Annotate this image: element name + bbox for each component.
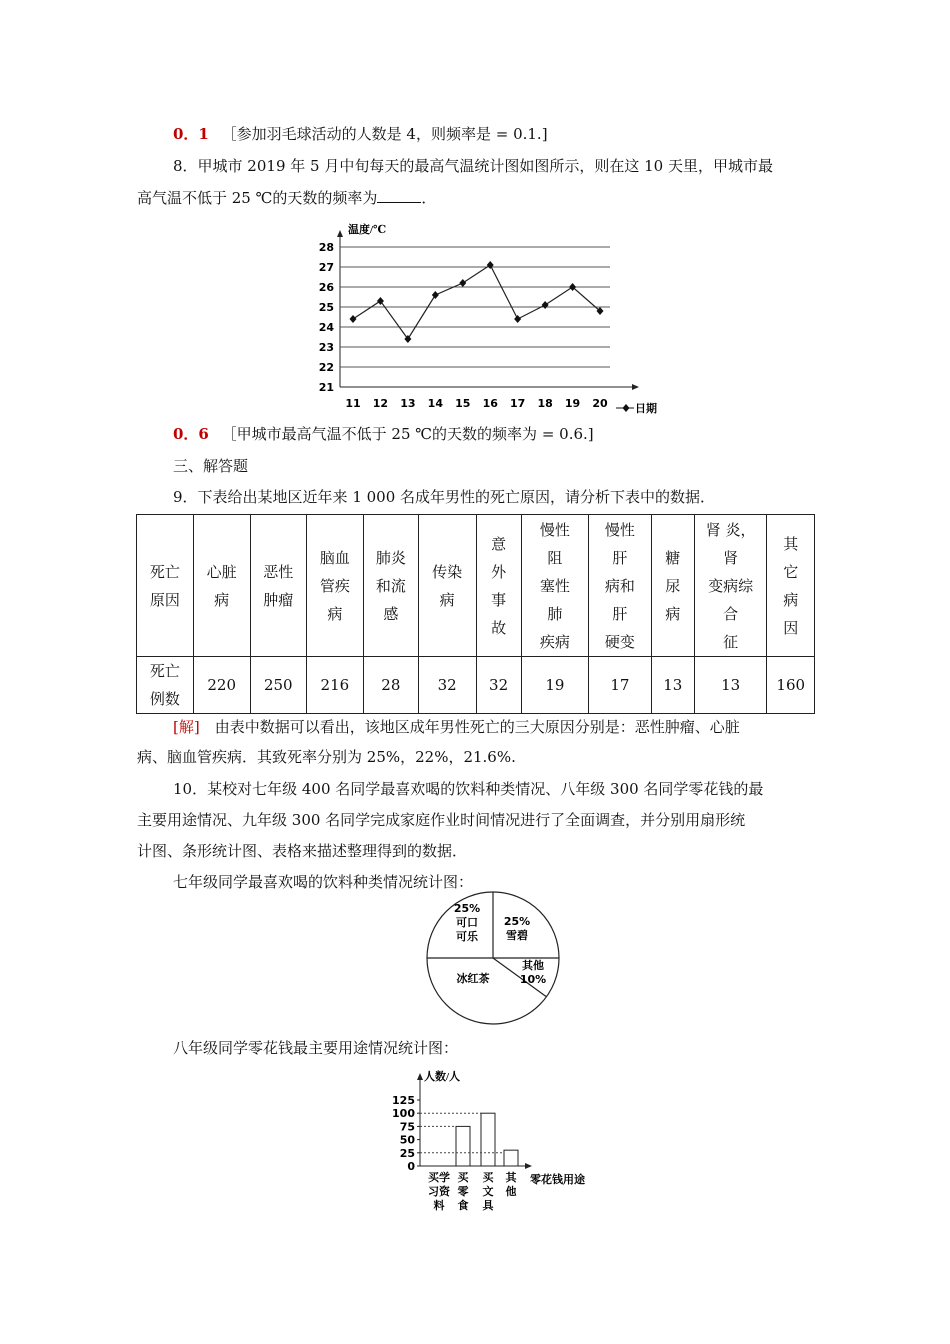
header-cell-text: 故 [491, 618, 507, 637]
y-tick-label: 21 [318, 381, 334, 394]
bar-caption: 八年级同学零花钱最主要用途情况统计图： [173, 1039, 459, 1057]
header-cell-text: 病 [665, 604, 681, 623]
table-header-cell [418, 515, 476, 657]
q9-text-line1: 9．下表给出某地区近年来 1 000 名成年男性的死亡原因，请分析下表中的数据． [173, 488, 716, 506]
bars [420, 1113, 518, 1166]
table-header-cell [767, 515, 815, 657]
bar-x-axis-arrow-icon [525, 1163, 532, 1169]
header-cell-text: 心脏 [206, 562, 237, 581]
answer-blank [377, 186, 421, 203]
header-cell-text: 外 [491, 562, 507, 581]
table-header-cell [306, 515, 363, 657]
bar-x-axis-label: 零花钱用途 [530, 1174, 585, 1186]
table-value-cell: 32 [418, 657, 476, 714]
header-cell-text: 恶性 [263, 562, 294, 581]
y-tick-label: 23 [318, 341, 334, 354]
q8-answer: 0．6 [173, 425, 209, 443]
header-cell-text: 肺 [547, 604, 563, 623]
solution-tag: [解] [173, 718, 200, 736]
bar-y-tick-label: 100 [392, 1107, 415, 1121]
data-point [487, 261, 494, 269]
q10-text-line2: 主要用途情况、九年级 300 名同学完成家庭作业时间情况进行了全面调查，并分别用扇形统 [137, 811, 746, 829]
x-tick-label: 13 [400, 397, 416, 410]
header-cell-text: 死亡 [149, 562, 180, 581]
table-header-cell [651, 515, 694, 657]
header-cell-text: 病和 [604, 576, 635, 595]
bar-y-tick-label: 0 [407, 1160, 415, 1173]
table-value-row [137, 657, 815, 714]
x-axis-label: 日期 [635, 403, 657, 415]
header-cell-text: 病 [327, 604, 343, 623]
pocket-money-bar-chart [380, 1062, 610, 1222]
header-cell-text: 变病综 [708, 576, 754, 595]
header-cell-text: 阻 [547, 548, 563, 567]
header-cell-text: 合 [723, 604, 739, 623]
table-value-cell: 19 [521, 657, 588, 714]
bar-category-label: 其 [505, 1171, 517, 1184]
bar-y-tick-label: 125 [392, 1094, 415, 1107]
x-tick-label: 15 [455, 397, 471, 410]
table-header-cell [589, 515, 652, 657]
table-header-cell [137, 515, 194, 657]
pie-slice-label: 25% [503, 915, 531, 928]
header-cell-text: 病 [783, 590, 799, 609]
header-cell-text: 肝 [612, 604, 628, 623]
table-value-cell: 32 [476, 657, 521, 714]
bar-category-labels [428, 1170, 518, 1212]
table-header-cell [363, 515, 418, 657]
bar-category-label: 具 [482, 1199, 494, 1212]
y-tick-labels [319, 241, 335, 394]
y-tick-label: 25 [318, 301, 334, 314]
bar-y-tick-label: 75 [399, 1120, 415, 1134]
bar-category-label: 买学 [428, 1171, 450, 1184]
header-cell-text: 其 [783, 534, 799, 553]
pie-slice-label: 可乐 [456, 930, 478, 943]
temperature-line-chart [310, 215, 670, 415]
header-cell-text: 管疾 [319, 576, 350, 595]
header-cell-text: 事 [491, 590, 507, 609]
table-value-cell: 220 [193, 657, 250, 714]
table-value-cell: 216 [306, 657, 363, 714]
bar-y-tick-labels [392, 1094, 420, 1173]
temperature-series-line [353, 265, 600, 339]
bar [456, 1126, 470, 1166]
pie-slice-label: 可口 [456, 916, 478, 929]
q9-solution-line2: 病、脑血管疾病．其致死率分别为 25%，22%，21.6%. [137, 748, 516, 766]
data-points [350, 261, 635, 412]
y-axis-arrow-icon [337, 230, 343, 237]
death-cause-table [136, 514, 815, 714]
table-value-cell: 17 [589, 657, 652, 714]
y-axis-label: 温度/℃ [348, 224, 387, 236]
x-tick-labels [345, 397, 608, 410]
chart-grid [337, 230, 639, 390]
header-cell-text: 肺炎 [375, 548, 406, 567]
header-cell-text: 病 [439, 590, 455, 609]
header-cell-text: 原因 [149, 590, 180, 609]
header-cell-text: 征 [723, 632, 739, 651]
header-cell-text: 和流 [375, 576, 406, 595]
y-tick-label: 27 [318, 261, 334, 274]
bar-category-label: 文 [482, 1185, 494, 1198]
table-value-cell: 13 [651, 657, 694, 714]
header-cell-text: 肝 [612, 548, 628, 567]
y-tick-label: 28 [318, 241, 334, 254]
header-cell-text: 传染 [432, 562, 463, 581]
data-point [459, 279, 466, 287]
header-cell-text: 因 [783, 618, 799, 637]
header-cell-text: 肿瘤 [263, 590, 294, 609]
table-header-cell [476, 515, 521, 657]
x-tick-label: 18 [537, 397, 553, 410]
bar-category-label: 买 [482, 1171, 494, 1184]
header-cell-text: 慢性 [539, 520, 570, 539]
bar [504, 1150, 518, 1166]
q7-answer: 0．1 [173, 125, 209, 143]
x-tick-label: 12 [372, 397, 389, 410]
x-tick-label: 14 [427, 397, 443, 410]
table-header-row [137, 515, 815, 657]
pie-slices [427, 892, 559, 1024]
header-cell-text: 塞性 [539, 576, 570, 595]
y-tick-label: 22 [318, 361, 334, 374]
pie-slice-label: 25% [453, 902, 481, 915]
header-cell-text: 糖 [665, 548, 681, 567]
header-cell-text: 病 [214, 590, 230, 609]
header-cell-text: 尿 [665, 576, 681, 595]
q10-text-line3: 计图、条形统计图、表格来描述整理得到的数据． [137, 842, 468, 860]
q10-text-line1: 10．某校对七年级 400 名同学最喜欢喝的饮料种类情况、八年级 300 名同学零花钱的最 [173, 780, 764, 798]
drink-pie-chart [420, 890, 570, 1030]
q8-text-line1: 8．甲城市 2019 年 5 月中旬每天的最高气温统计图如图所示，则在这 10 天里，甲城市最 [173, 157, 773, 175]
q9-solution-text1: 由表中数据可以看出，该地区成年男性死亡的三大原因分别是：恶性肿瘤、心脏 [199, 718, 740, 736]
pie-slice-label: 雪碧 [506, 929, 528, 942]
q8-text-line2 [137, 186, 817, 209]
table-header-cell [521, 515, 588, 657]
data-point [542, 301, 549, 309]
pie-slice-label: 其他 [522, 959, 544, 972]
table-value-cell: 160 [767, 657, 815, 714]
bar-category-label: 他 [505, 1185, 517, 1198]
row-label-cell [137, 657, 194, 714]
table-value-cell: 250 [250, 657, 306, 714]
header-cell-text: 肾 炎， [705, 520, 756, 539]
header-cell-text: 肾 [723, 548, 739, 567]
bar-y-tick-label: 25 [399, 1146, 415, 1160]
bar-y-axis-label: 人数/人 [424, 1071, 461, 1083]
header-cell-text: 它 [783, 562, 799, 581]
pie-caption: 七年级同学最喜欢喝的饮料种类情况统计图： [173, 873, 474, 891]
bar-category-label: 食 [457, 1199, 469, 1212]
section-heading: 三、解答题 [173, 457, 249, 475]
row-label-text: 死亡 [149, 662, 180, 680]
x-tick-label: 11 [345, 397, 361, 410]
q7-answer-line [173, 123, 853, 145]
row-label-text: 例数 [149, 690, 180, 708]
bar-y-tick-label: 50 [399, 1133, 415, 1147]
x-tick-label: 20 [592, 397, 608, 410]
pie-slice-label: 10% [519, 973, 547, 986]
q8-answer-line [173, 423, 853, 445]
bar-category-label: 料 [433, 1199, 445, 1212]
table-value-cell: 28 [363, 657, 418, 714]
header-cell-text: 意 [491, 534, 507, 553]
y-tick-label: 24 [318, 321, 334, 334]
table-header-cell [694, 515, 767, 657]
header-cell-text: 硬变 [604, 632, 635, 651]
q8-explanation: ［甲城市最高气温不低于 25 ℃的天数的频率为 = 0.6.] [221, 425, 594, 443]
bar-y-axis-arrow-icon [417, 1073, 423, 1080]
q7-explanation: ［参加羽毛球活动的人数是 4，则频率是 = 0.1.] [221, 125, 548, 143]
q8-period: ． [421, 189, 437, 207]
table-header-cell [250, 515, 306, 657]
q8-text-line2-main: 高气温不低于 25 ℃的天数的频率为 [137, 189, 378, 207]
q9-solution-line1 [173, 716, 853, 738]
x-tick-label: 19 [564, 397, 581, 410]
header-cell-text: 慢性 [604, 520, 635, 539]
x-tick-label: 16 [482, 397, 498, 410]
table-value-cell: 13 [694, 657, 767, 714]
data-point [514, 315, 521, 323]
x-tick-label: 17 [510, 397, 526, 410]
bar [481, 1113, 495, 1166]
bar-category-label: 买 [457, 1171, 469, 1184]
pie-slice-label: 冰红茶 [456, 972, 490, 985]
table-header-cell [193, 515, 250, 657]
y-tick-label: 26 [318, 281, 334, 294]
data-point [350, 315, 357, 323]
header-cell-text: 疾病 [539, 632, 570, 651]
header-cell-text: 感 [383, 604, 399, 623]
x-axis-arrow-icon [632, 384, 639, 390]
bar-category-label: 零 [457, 1185, 469, 1198]
bar-category-label: 习资 [428, 1185, 450, 1198]
header-cell-text: 脑血 [319, 548, 350, 567]
